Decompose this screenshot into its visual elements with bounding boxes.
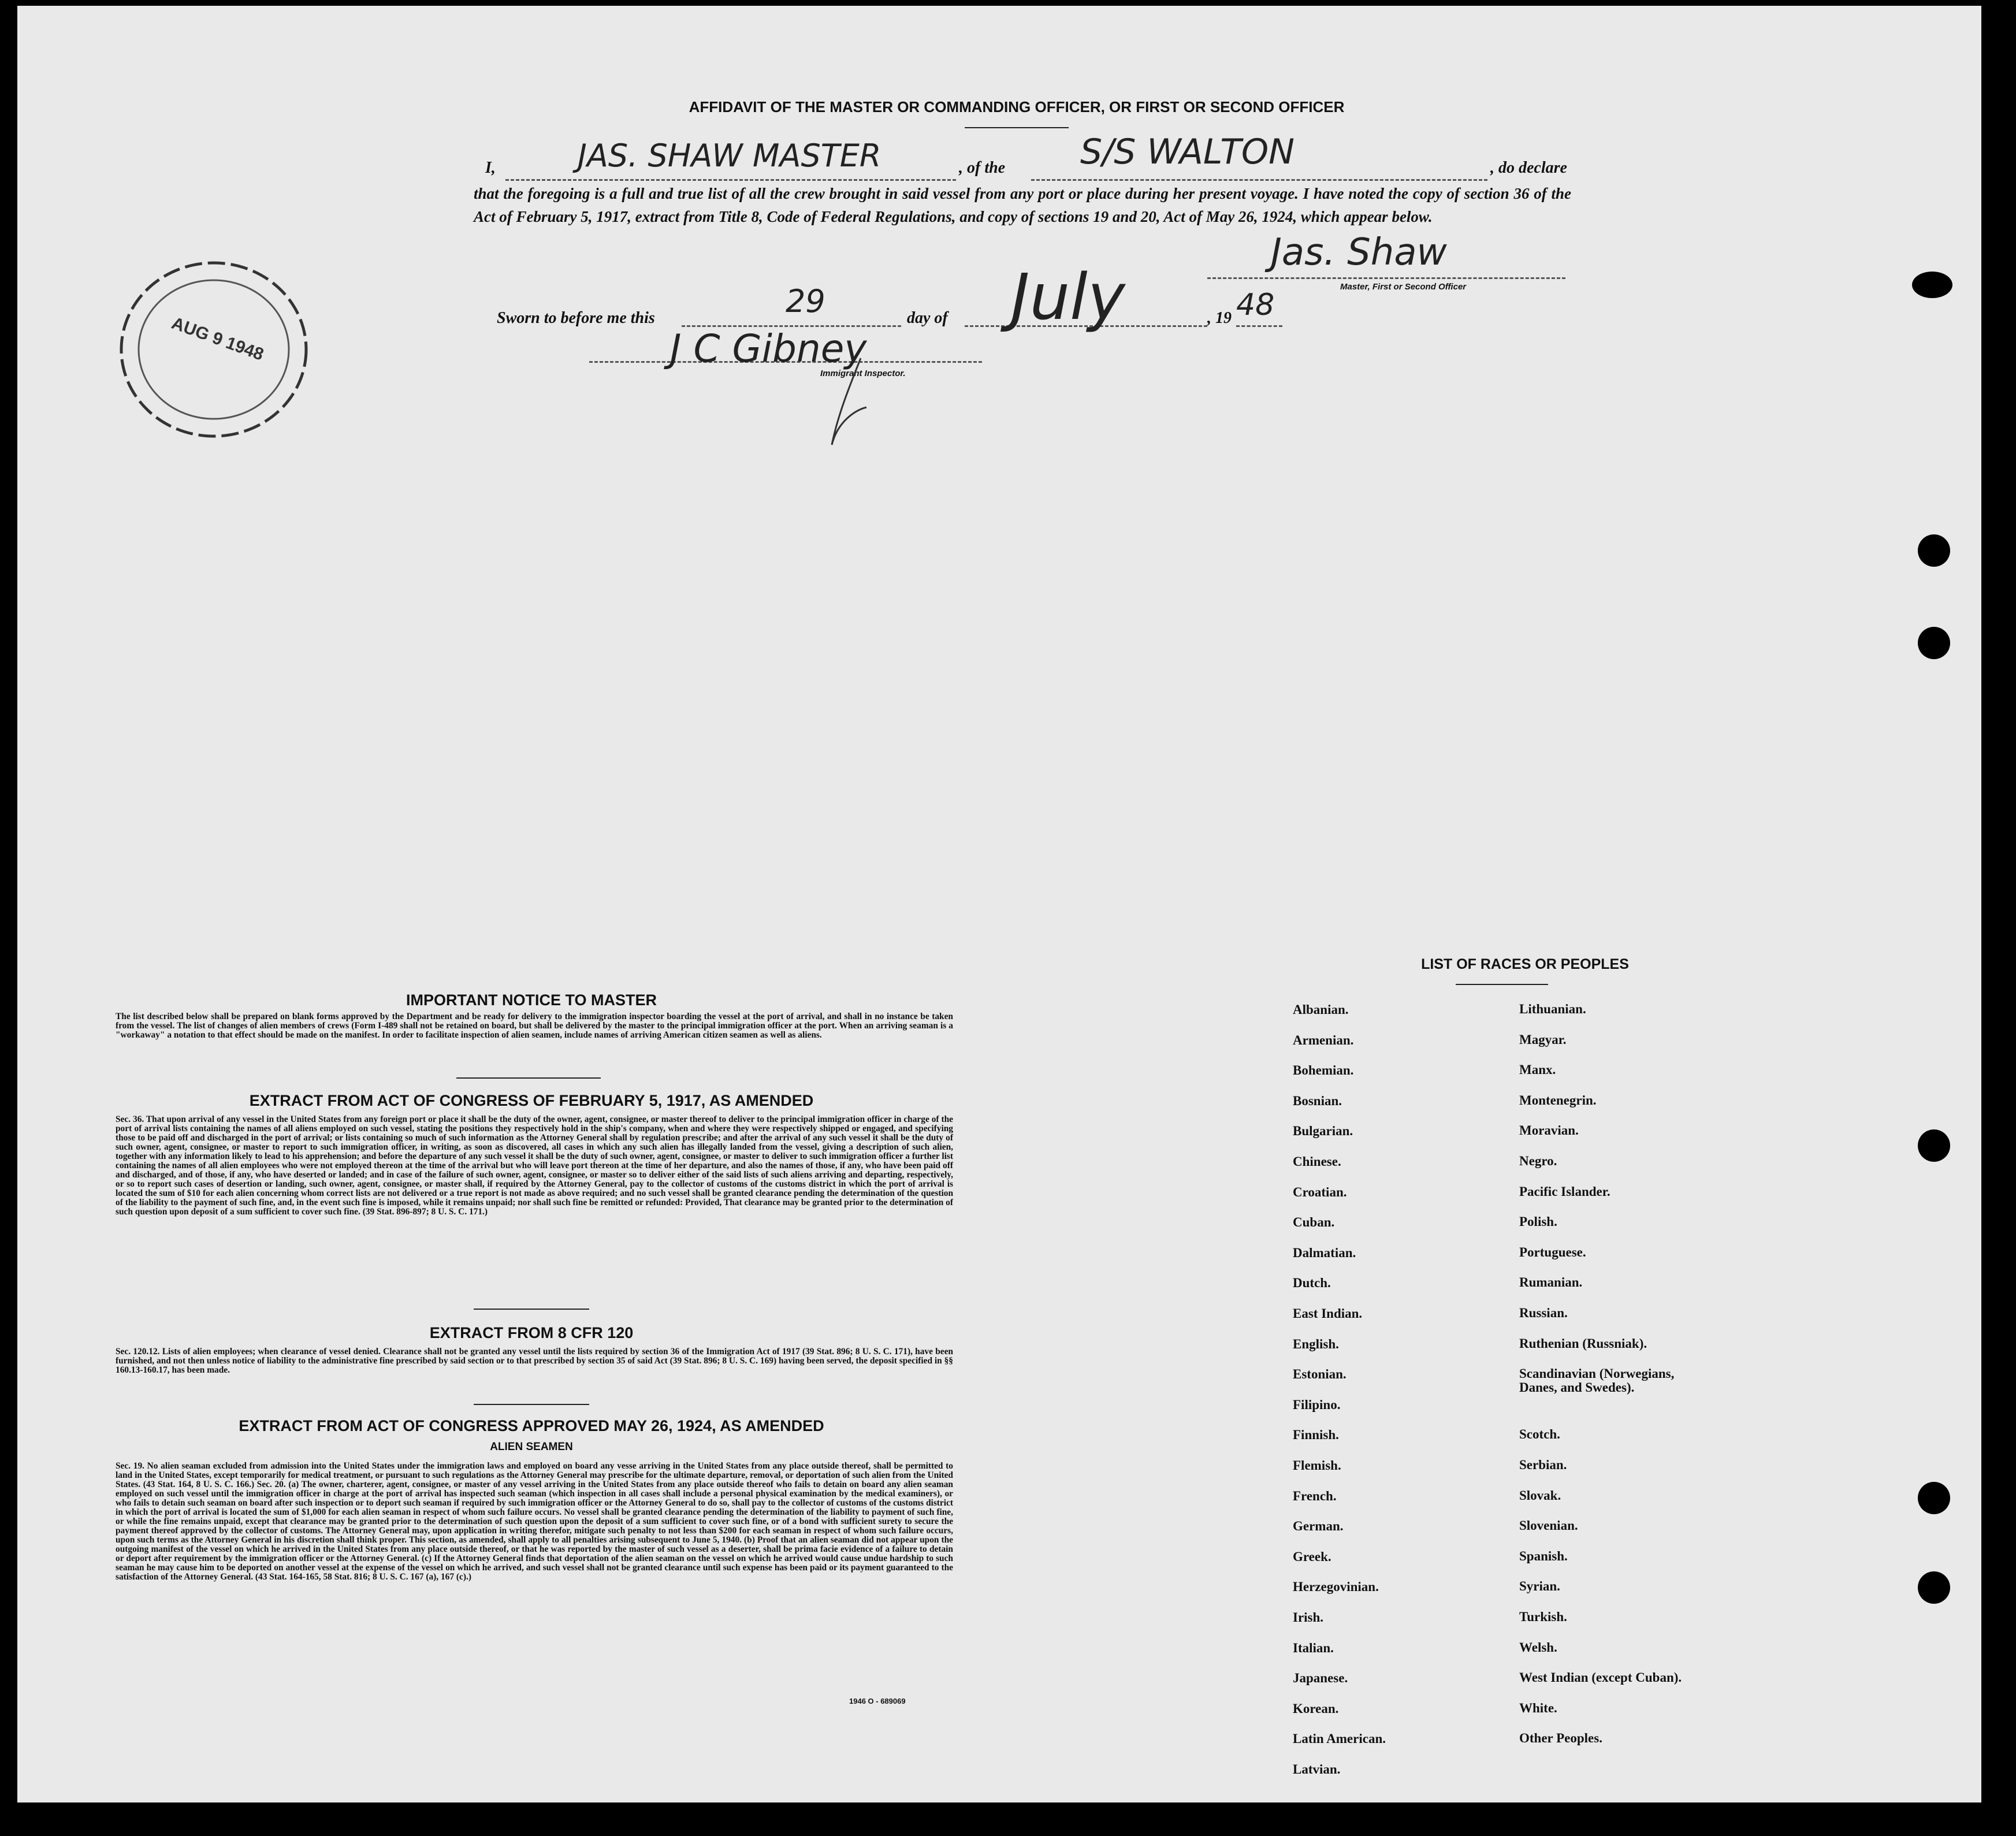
print-code: 1946 O - 689069 [849,1697,906,1705]
master-signature: Jas. Shaw [1271,231,1447,274]
race-item: Magyar. [1519,1032,1567,1047]
day-of-label: day of [907,309,948,327]
punch-hole [1918,627,1950,659]
race-item: Bulgarian. [1293,1124,1353,1139]
race-item: Lithuanian. [1519,1002,1586,1016]
inspector-caption: Immigrant Inspector. [820,369,906,378]
race-item: Ruthenian (Russniak). [1519,1336,1647,1351]
race-item: Negro. [1519,1154,1557,1168]
race-item: Bohemian. [1293,1063,1354,1078]
race-item: West Indian (except Cuban). [1519,1670,1682,1685]
race-item: Cuban. [1293,1215,1335,1230]
race-item: Moravian. [1519,1123,1579,1138]
race-item: Slovak. [1519,1488,1561,1503]
race-item: Albanian. [1293,1002,1349,1017]
declare-prefix: I, [485,159,496,177]
race-item: Flemish. [1293,1458,1341,1473]
extract-cfr-text: Sec. 120.12. Lists of alien employees; when clearance of vessel denied. Clearance shall not be granted any vessel until the lists required by section 36 of the Immigration Act of 1917 (39 Stat. 896; 8 U. S. C. 171), have been furnished, and not then unless notice of liability to the administrative fine prescribed by said section or to that prescribed by section 35 of said Act (39 Stat. 896; 8 U. S. C. 169) having been served, the deposit specified in §§ 160.13-160.17, has been made. [116,1347,953,1375]
notice-heading: IMPORTANT NOTICE TO MASTER [406,991,657,1009]
vessel-name-handwritten: S/S WALTON [1080,132,1295,172]
race-item: Finnish. [1293,1428,1339,1443]
punch-hole [1918,1129,1950,1162]
extract-1924-subheading: ALIEN SEAMEN [490,1441,573,1453]
race-item: Slovenian. [1519,1518,1578,1533]
race-item: Syrian. [1519,1579,1560,1594]
extract-1924-text: Sec. 19. No alien seaman excluded from admission into the United States under the immigration laws and employed on board any vesse arriving in the United States from any place outside thereof, shall be permitted to land in the United States, except temporarily for medical treatment, or pursuant to such regulations as the Attorney General may prescribe for the ultimate departure, removal, or deportation of such alien from the United States. (43 Stat. 164, 8 U. S. C. 166.) Sec. 20. (a) The owner, charterer, agent, consignee, or master of any vessel arriving in the United States from any place outside thereof who fails to detain on board any alien seaman employed on such vessel until the immigration officer in charge at the port of arrival has inspected such seaman (which inspection in all cases shall include a personal physical examination by the medical examiners), or who fails to detain such seaman on board after such inspection or to deport such seaman if required by such immigration officer or the Attorney General to do so, shall pay to the collector of customs of the customs district in which the port of arrival is located the sum of $1,000 for each alien seaman in respect of whom such failure occurs. No vessel shall be granted clearance pending the determination of the liability to payment of such fine, or while the fine remains unpaid, except that clearance may be granted prior to the determination of such question upon the deposit of a sum sufficient to cover such fine, or of a bond with sufficient surety to secure the payment thereof approved by the collector of customs. The Attorney General may, upon application in writing therefor, mitigate such penalty to not less than $200 for each seaman in respect of whom such failure occurs, upon such terms as the Attorney General in his discretion shall think proper. This section, as amended, shall apply to all penalties arising subsequent to June 5, 1940. (b) Proof that an alien seaman did not appear upon the outgoing manifest of the vessel on which he arrived in the United States from any place outside thereof, or that he was reported by the master of such vessel as a deserter, shall be prima facie evidence of a failure to detain or deport after requirement by the immigration officer or the Attorney General. (c) If the Attorney General finds that deportation of the alien seaman on the vessel on which he arrived would cause undue hardship to such seaman he may cause him to be deported on another vessel at the expense of the vessel on which he arrived, and such vessel shall not be granted clearance until such expense has been paid or its payment guaranteed to the satisfaction of the Attorney General. (43 Stat. 164-165, 58 Stat. 816; 8 U. S. C. 167 (a), 167 (c).) [116,1461,953,1582]
races-heading: LIST OF RACES OR PEOPLES [1421,956,1629,972]
race-item: Latin American. [1293,1731,1386,1746]
notice-divider [456,1077,601,1079]
race-item: Latvian. [1293,1762,1341,1776]
race-item: Rumanian. [1519,1275,1583,1290]
punch-hole [1918,1571,1950,1604]
affidavit-title: AFFIDAVIT OF THE MASTER OR COMMANDING OFFICER, OR FIRST OR SECOND OFFICER [689,98,1345,116]
race-item: English. [1293,1336,1339,1351]
race-item: Portuguese. [1519,1244,1586,1259]
race-item: Irish. [1293,1610,1324,1625]
race-item: Chinese. [1293,1154,1341,1169]
stamp-text: AUG 9 1948 [169,313,266,365]
punch-hole [1912,272,1952,298]
race-item: Italian. [1293,1640,1334,1655]
race-item: Scotch. [1519,1427,1560,1442]
master-signature-caption: Master, First or Second Officer [1340,282,1467,292]
do-declare-label: , do declare [1490,159,1567,177]
race-item: Polish. [1519,1214,1557,1229]
sworn-month-handwritten: July [1011,260,1125,334]
year-prefix: , 19 [1207,309,1232,327]
race-item: Estonian. [1293,1367,1347,1382]
master-name-line [505,179,956,181]
sworn-year-handwritten: 48 [1236,288,1275,322]
sworn-label: Sworn to before me this [497,309,655,327]
year-line [1236,325,1282,327]
extract-cfr-heading: EXTRACT FROM 8 CFR 120 [429,1324,634,1341]
race-item: Spanish. [1519,1548,1568,1563]
races-divider [1456,984,1548,985]
race-item: Dalmatian. [1293,1245,1356,1260]
document-page [17,6,1981,1802]
race-item: Armenian. [1293,1032,1354,1047]
declaration-text: that the foregoing is a full and true list of all the crew brought in said vessel from any port or place during her present voyage. I have noted the copy of section 36 of the Act of February 5, 1917, extract from Title 8, Code of Federal Regulations, and copy of sections 19 and 20, Act of May 26, 1924, which appear below. [474,185,1571,225]
title-divider [965,127,1069,128]
date-stamp-seal [113,254,315,445]
race-item: Pacific Islander. [1519,1184,1610,1199]
race-item: Scandinavian (Norwegians, Danes, and Swedes). [1519,1366,1675,1395]
race-item: Montenegrin. [1519,1092,1597,1107]
race-item: Manx. [1519,1062,1556,1077]
race-item: Herzegovinian. [1293,1579,1379,1595]
race-item: Greek. [1293,1549,1331,1564]
of-the-label: , of the [959,159,1006,177]
signature-flourish [826,352,872,451]
race-item: Japanese. [1293,1671,1348,1686]
race-item: Filipino. [1293,1397,1341,1412]
sworn-day-handwritten: 29 [786,283,825,319]
extract-1917-heading: EXTRACT FROM ACT OF CONGRESS OF FEBRUARY 5, 1917, AS AMENDED [249,1092,814,1109]
extract-1924-heading: EXTRACT FROM ACT OF CONGRESS APPROVED MAY 26, 1924, AS AMENDED [239,1417,824,1434]
race-item: East Indian. [1293,1306,1363,1321]
race-item: White. [1519,1700,1557,1715]
race-item: Welsh. [1519,1640,1557,1655]
notice-text: The list described below shall be prepared on blank forms approved by the Department and be ready for delivery to the immigration inspector boarding the vessel at the port of arrival, and shall in no instance be taken from the vessel. The list of changes of alien members of crews (Form I-489 shall not be retained on board, but shall be delivered by the master to the principal immigration officer at the port. When an arriving seaman is a "workaway" a notation to that effect should be made on the manifest. In order to facilitate inspection of alien seamen, include names of arriving American citizen seamen as well as aliens. [116,1012,953,1040]
extract-1917-divider [474,1309,589,1310]
race-item: Bosnian. [1293,1093,1342,1108]
master-name-handwritten: JAS. SHAW MASTER [578,137,881,174]
punch-hole [1918,1482,1950,1514]
race-item: Other Peoples. [1519,1731,1602,1746]
vessel-name-line [1031,179,1487,181]
extract-1917-text: Sec. 36. That upon arrival of any vessel in the United States from any foreign port or place it shall be the duty of the owner, agent, consignee, or master thereof to deliver to the principal immigration officer in charge of the port of arrival lists containing the names of all aliens employed on such vessel, stating the positions they respectively hold in the ship's company, when and where they were respectively shipped or engaged, and specifying those to be paid off and discharged in the port of arrival; or lists containing so much of such information as the Attorney General shall by regulation prescribe; and after the arrival of any such vessel it shall be the duty of such owner, agent, consignee, or master to report to such immigration officer, in writing, as soon as discovered, all cases in which any such alien has illegally landed from the vessel, giving a description of such alien, together with any information likely to lead to his apprehension; and before the departure of any such vessel it shall be the duty of such owner, agent, consignee, or master to deliver to such immigration officer a further list containing the names of all alien employees who were not employed thereon at the time of the arrival but who will leave port thereon at the time of her departure, and also the names of those, if any, who have been paid off and discharged, and of those, if any, who have deserted or landed; and in case of the failure of such owner, agent, consignee, or master so to deliver either of the said lists of such aliens arriving and departing, respectively, or so to report such cases of desertion or landing, such owner, agent, consignee, or master shall, if required by the Attorney General, pay to the collector of customs of the customs district in which the port of arrival is located the sum of $10 for each alien concerning whom correct lists are not delivered or a true report is not made as above required; and no such vessel shall be granted clearance pending the determination of the question of the liability to the payment of such fine, and, in the event such fine is imposed, while it remains unpaid; nor shall such fine be remitted or refunded: Provided, That clearance may be granted prior to the determination of such question upon deposit of a sum sufficient to cover such fine. (39 Stat. 896-897; 8 U. S. C. 171.) [116,1114,953,1217]
race-item: Turkish. [1519,1610,1567,1624]
race-item: German. [1293,1519,1344,1534]
extract-cfr-divider [474,1404,589,1405]
race-item: Serbian. [1519,1458,1567,1472]
punch-hole [1918,534,1950,567]
race-item: Dutch. [1293,1276,1331,1291]
race-item: Croatian. [1293,1184,1347,1199]
race-item: French. [1293,1488,1337,1503]
race-item: Korean. [1293,1701,1339,1716]
race-item: Russian. [1519,1306,1568,1320]
master-signature-line [1207,277,1565,279]
inspector-signature: J C Gibney [670,326,867,371]
